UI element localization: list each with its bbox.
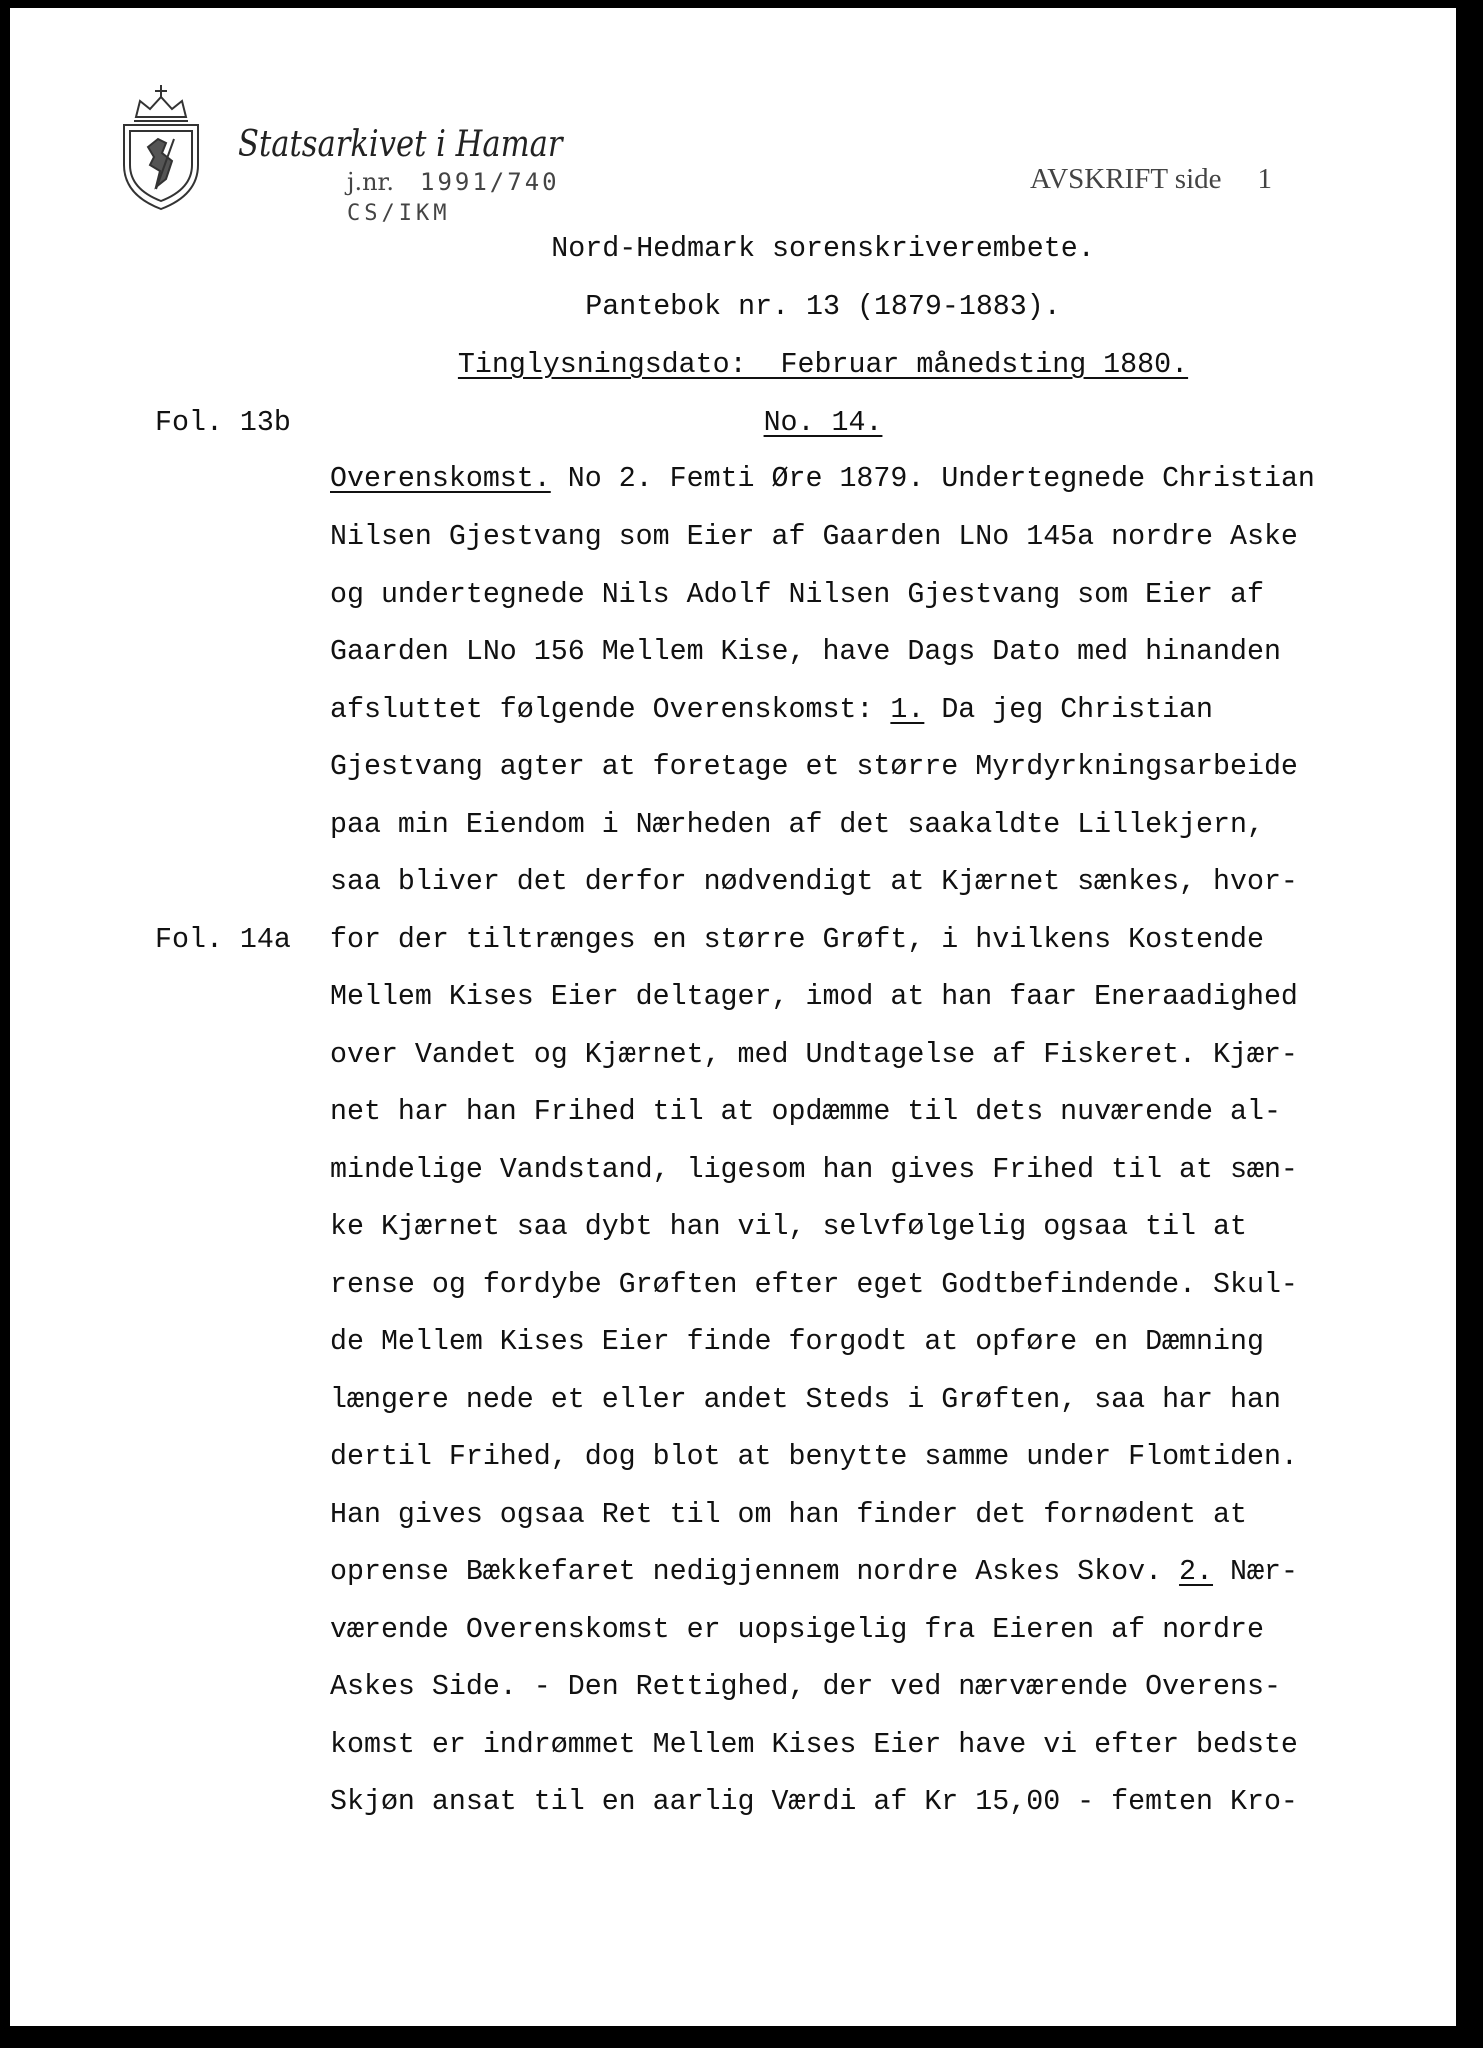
entry-number: No. 14. (763, 407, 883, 439)
initials: CS/IKM (347, 201, 451, 226)
text-line: dertil Frihed, dog blot at benytte samme under Flomtiden. (330, 1441, 1298, 1473)
folio-note: Fol. 14a (155, 924, 291, 956)
text-line: Mellem Kises Eier deltager, imod at han faar Eneraadighed (330, 981, 1298, 1013)
page-number: 1 (1257, 163, 1273, 195)
text-line: ke Kjærnet saa dybt han vil, selvfølgelig ogsaa til at (330, 1211, 1247, 1243)
text-line: Nilsen Gjestvang som Eier af Gaarden LNo 145a nordre Aske (330, 521, 1298, 553)
text-line: Skjøn ansat til en aarlig Værdi af Kr 15,00 - femten Kro- (330, 1786, 1298, 1818)
text-line: net har han Frihed til at opdæmme til dets nuværende al- (330, 1096, 1281, 1128)
text-line: Gjestvang agter at foretage et større Myrdyrkningsarbeide (330, 751, 1298, 783)
text-line: over Vandet og Kjærnet, med Undtagelse af Fiskeret. Kjær- (330, 1039, 1298, 1071)
journal-number: 1991/740 (420, 168, 560, 196)
transcript-page-label: AVSKRIFT side 1 (1030, 163, 1273, 195)
text-line: og undertegnede Nils Adolf Nilsen Gjestvang som Eier af (330, 579, 1264, 611)
text-line: Askes Side. - Den Rettighed, der ved nærværende Overens- (330, 1671, 1281, 1703)
registration-date: Tinglysningsdato: Februar månedsting 1880. (457, 349, 1189, 381)
journal-number-label: j.nr. (347, 168, 394, 196)
text-line: afsluttet følgende Overenskomst: 1. Da jeg Christian (330, 694, 1214, 726)
text-line: Gaarden LNo 156 Mellem Kise, have Dags Dato med hinanden (330, 636, 1281, 668)
text-line: længere nede et eller andet Steds i Grøften, saa har han (330, 1384, 1281, 1416)
text-line: værende Overenskomst er uopsigelig fra Eieren af nordre (330, 1614, 1264, 1646)
text-line: mindelige Vandstand, ligesom han gives Frihed til at sæn- (330, 1154, 1298, 1186)
archive-name: Statsarkivet i Hamar (238, 124, 563, 165)
clause-number: 2. (1179, 1556, 1214, 1588)
book-title: Pantebok nr. 13 (1879-1883). (585, 291, 1061, 323)
text-line: de Mellem Kises Eier finde forgodt at opføre en Dæmning (330, 1326, 1264, 1358)
norwegian-coat-of-arms-logo (116, 83, 206, 213)
text-line: for der tiltrænges en større Grøft, i hvilkens Kostende (330, 924, 1264, 956)
text-line: oprense Bækkefaret nedigjennem nordre Askes Skov. 2. Nær- (330, 1556, 1298, 1588)
office-title: Nord-Hedmark sorenskriverembete. (551, 233, 1095, 265)
text-line: Han gives ogsaa Ret til om han finder det fornødent at (330, 1499, 1247, 1531)
document-page (10, 8, 1456, 2026)
text-line: saa bliver det derfor nødvendigt at Kjærnet sænkes, hvor- (330, 866, 1298, 898)
agreement-heading: Overenskomst. (330, 463, 551, 495)
clause-number: 1. (890, 694, 925, 726)
folio-note: Fol. 13b (155, 407, 291, 439)
text-line: Overenskomst. No 2. Femti Øre 1879. Undertegnede Christian (330, 463, 1315, 495)
text-line: rense og fordybe Grøften efter eget Godtbefindende. Skul- (330, 1269, 1298, 1301)
text-line: paa min Eiendom i Nærheden af det saakaldte Lillekjern, (330, 809, 1264, 841)
text-line: komst er indrømmet Mellem Kises Eier have vi efter bedste (330, 1729, 1298, 1761)
